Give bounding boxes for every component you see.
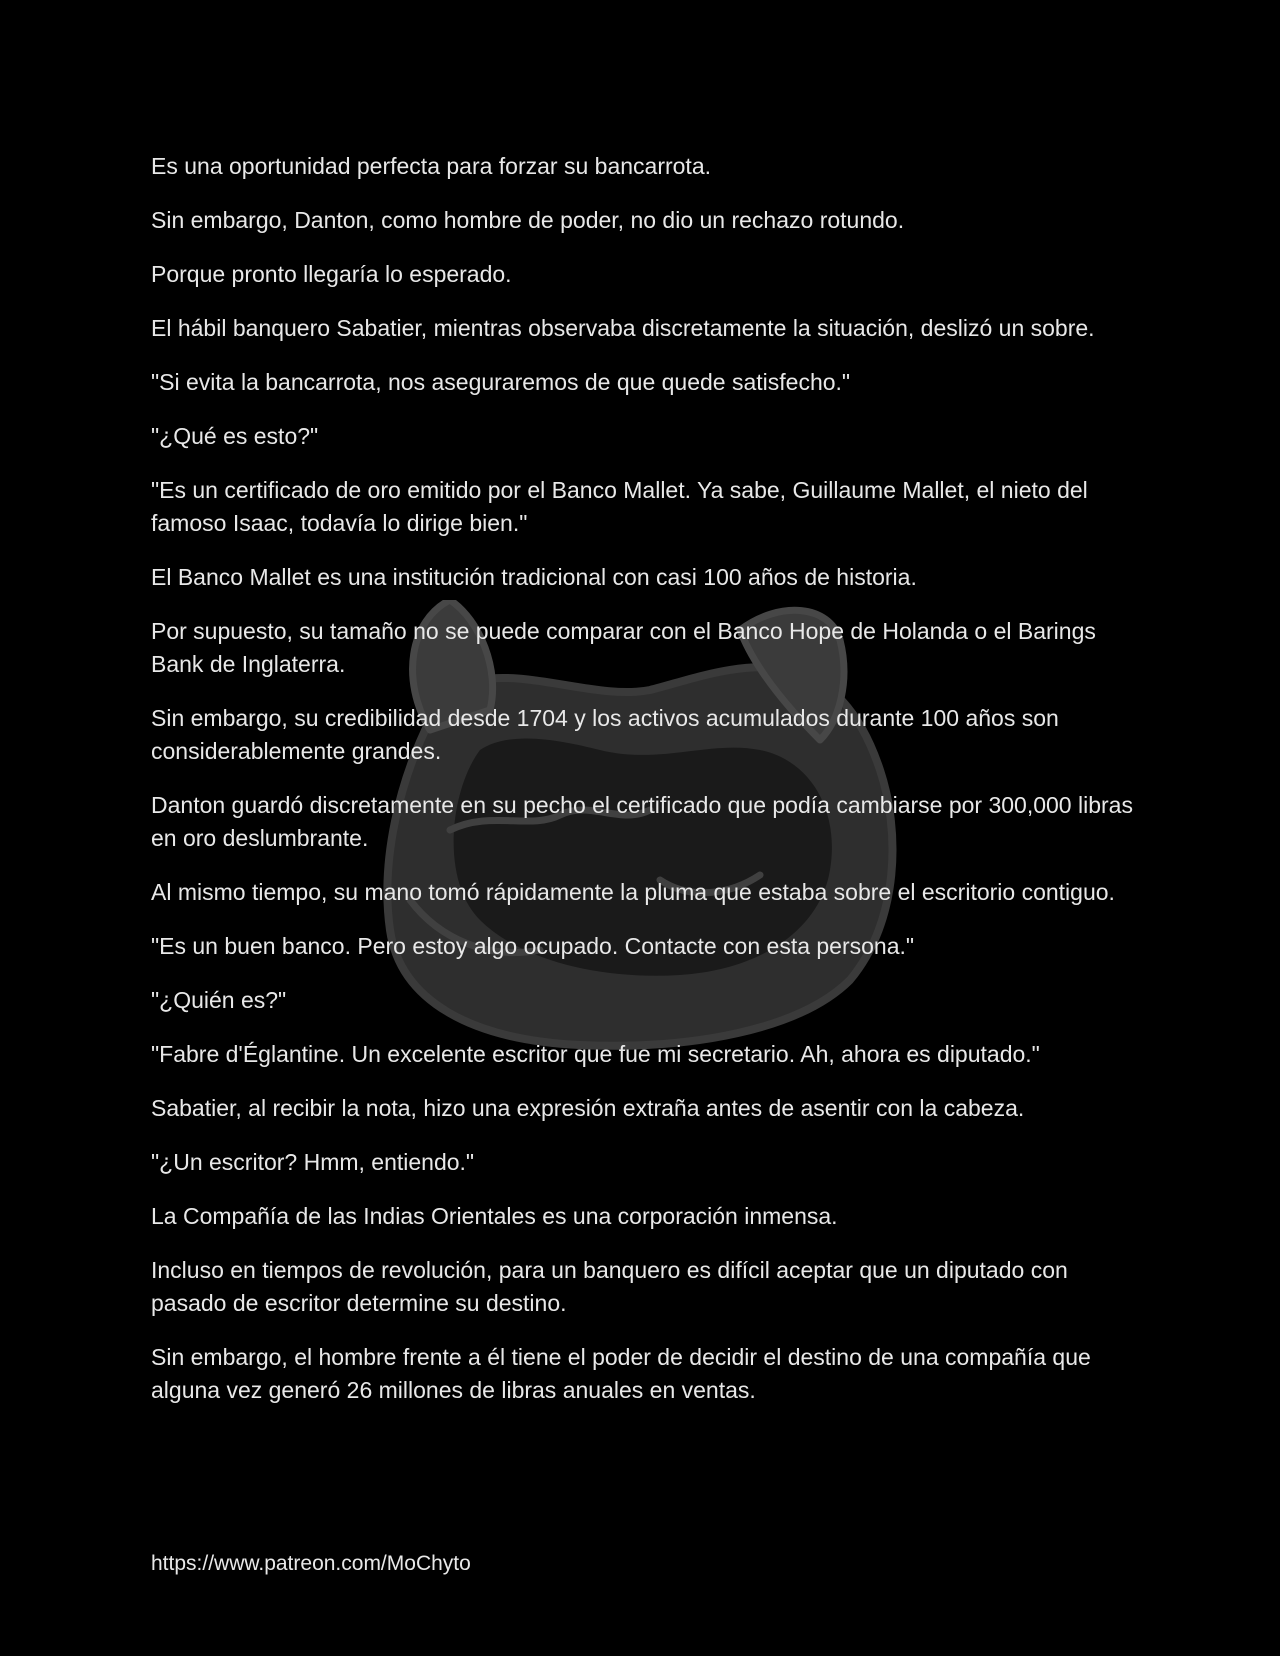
paragraph: Es una oportunidad perfecta para forzar su bancarrota. [151, 153, 712, 179]
paragraph: Incluso en tiempos de revolución, para un banquero es difícil aceptar que un diputado con pasado de escritor determine su destino. [151, 1257, 1068, 1316]
paragraph: Porque pronto llegaría lo esperado. [151, 261, 512, 287]
paragraph: Sabatier, al recibir la nota, hizo una expresión extraña antes de asentir con la cabeza. [151, 1095, 1025, 1121]
paragraph: "Es un certificado de oro emitido por el Banco Mallet. Ya sabe, Guillaume Mallet, el nieto del famoso Isaac, todavía lo dirige bien." [151, 477, 1088, 536]
story-text [151, 150, 1141, 1428]
paragraph: "Fabre d'Églantine. Un excelente escritor que fue mi secretario. Ah, ahora es diputado." [151, 1041, 1040, 1067]
paragraph: "Es un buen banco. Pero estoy algo ocupado. Contacte con esta persona." [151, 933, 915, 959]
paragraph: La Compañía de las Indias Orientales es una corporación inmensa. [151, 1203, 838, 1229]
paragraph: "¿Qué es esto?" [151, 423, 319, 449]
patreon-link[interactable]: https://www.patreon.com/MoChyto [151, 1552, 471, 1575]
paragraph: Sin embargo, Danton, como hombre de poder, no dio un rechazo rotundo. [151, 207, 905, 233]
paragraph: Sin embargo, su credibilidad desde 1704 y los activos acumulados durante 100 años son considerablemente grandes. [151, 705, 1059, 764]
paragraph: Por supuesto, su tamaño no se puede comparar con el Banco Hope de Holanda o el Barings Bank de Inglaterra. [151, 618, 1096, 677]
paragraph: Danton guardó discretamente en su pecho el certificado que podía cambiarse por 300,000 libras en oro deslumbrante. [151, 792, 1133, 851]
paragraph: "Si evita la bancarrota, nos aseguraremos de que quede satisfecho." [151, 369, 851, 395]
paragraph: Sin embargo, el hombre frente a él tiene el poder de decidir el destino de una compañía que alguna vez generó 26 millones de libras anuales en ventas. [151, 1344, 1091, 1403]
paragraph: "¿Quién es?" [151, 987, 287, 1013]
paragraph: "¿Un escritor? Hmm, entiendo." [151, 1149, 475, 1175]
paragraph: El Banco Mallet es una institución tradicional con casi 100 años de historia. [151, 564, 917, 590]
paragraph: Al mismo tiempo, su mano tomó rápidamente la pluma que estaba sobre el escritorio contiguo. [151, 879, 1115, 905]
paragraph: El hábil banquero Sabatier, mientras observaba discretamente la situación, deslizó un sobre. [151, 315, 1095, 341]
